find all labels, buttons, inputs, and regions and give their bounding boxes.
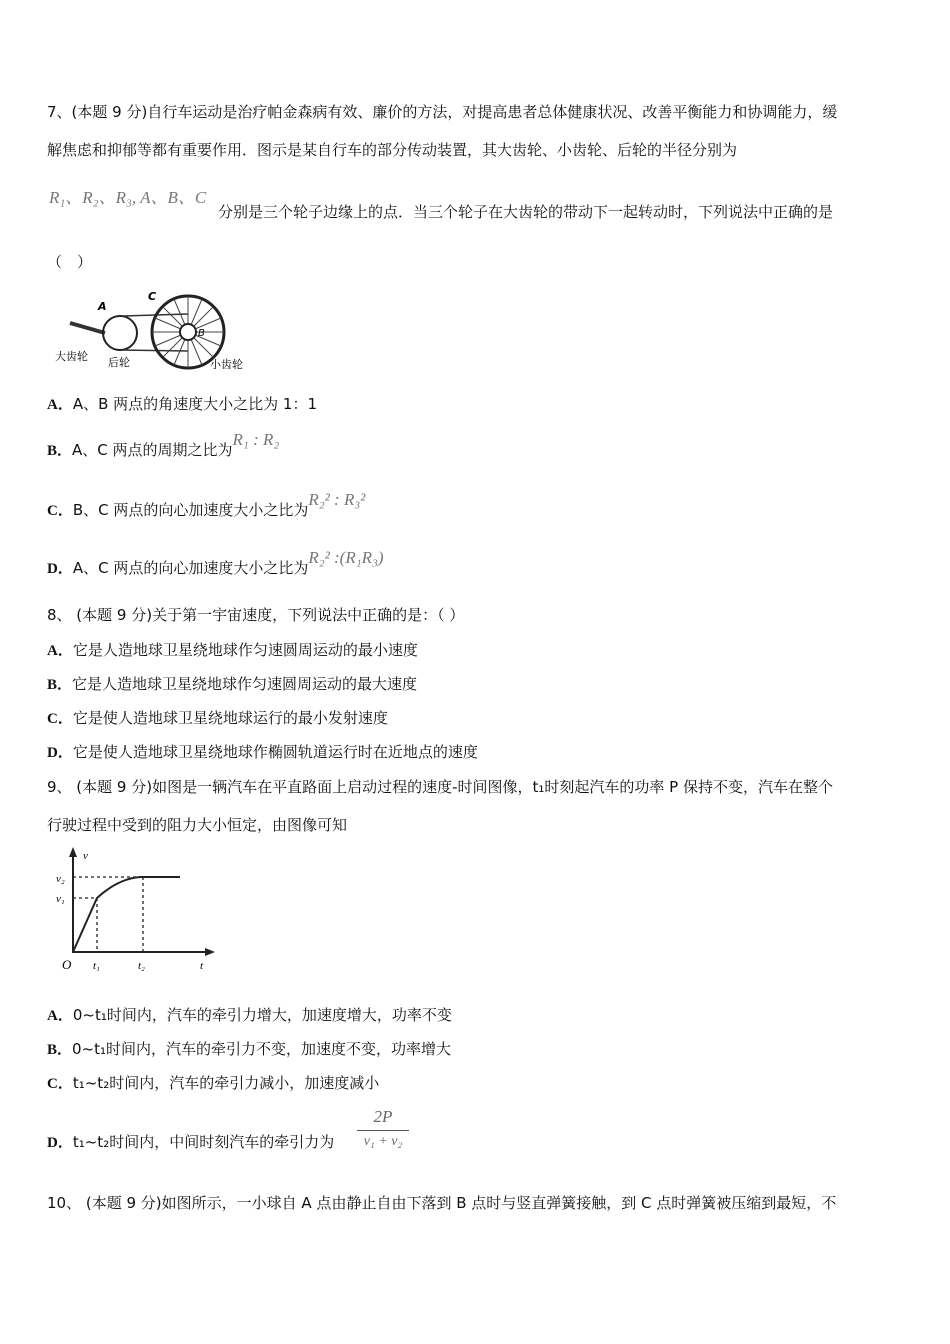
q9-option-a: A．0~t₁时间内，汽车的牵引力增大，加速度增大，功率不变 bbox=[47, 1006, 452, 1024]
tick-v1: v₁ bbox=[56, 893, 65, 905]
q9-stem-line1: 9、 (本题 9 分)如图是一辆汽车在平直路面上启动过程的速度-时间图像，t₁时刻起汽车的功率 P 保持不变，汽车在整个 bbox=[47, 778, 833, 796]
fraction-2p-over-v1-v2 bbox=[357, 1107, 409, 1150]
tick-v2: v₂ bbox=[56, 873, 65, 885]
label-big-gear: 大齿轮 bbox=[55, 350, 88, 363]
q8-option-c: C．它是使人造地球卫星绕地球运行的最小发射速度 bbox=[47, 709, 388, 727]
label-rear-wheel: 后轮 bbox=[108, 356, 130, 369]
q9-option-b: B．0~t₁时间内，汽车的牵引力不变，加速度不变，功率增大 bbox=[47, 1040, 452, 1058]
axis-label-t: t bbox=[200, 960, 204, 972]
label-a: A bbox=[98, 300, 107, 313]
q8-stem: 8、 (本题 9 分)关于第一宇宙速度，下列说法中正确的是：（ ） bbox=[47, 606, 465, 624]
tick-t1: t₁ bbox=[93, 960, 100, 972]
q7-option-d: D．A、C 两点的向心加速度大小之比为R₂² :(R₁R₃) bbox=[47, 548, 384, 577]
q7-option-a: A．A、B 两点的角速度大小之比为 1：1 bbox=[47, 395, 318, 413]
q7-stem-line1: 7、(本题 9 分)自行车运动是治疗帕金森病有效、廉价的方法，对提高患者总体健康状况、改善平衡能力和协调能力，缓 bbox=[47, 103, 838, 121]
q7-stem-line2: 解焦虑和抑郁等都有重要作用．图示是某自行车的部分传动装置，其大齿轮、小齿轮、后轮的半径分别为 bbox=[47, 141, 738, 159]
tick-t2: t₂ bbox=[138, 960, 145, 972]
fraction-denominator: v₁ + v₂ bbox=[363, 1134, 403, 1149]
label-c: C bbox=[148, 290, 157, 303]
q7-math-vars: R₁、R₂、R₃, A、B、C bbox=[49, 188, 207, 207]
q9-option-d: D．t₁~t₂时间内，中间时刻汽车的牵引力为 bbox=[47, 1133, 335, 1151]
fraction-numerator: 2P bbox=[357, 1107, 409, 1131]
q7-option-b: B．A、C 两点的周期之比为R₁ : R₂ bbox=[47, 430, 280, 459]
q8-option-a: A．它是人造地球卫星绕地球作匀速圆周运动的最小速度 bbox=[47, 641, 418, 659]
velocity-time-graph bbox=[50, 845, 220, 975]
label-small-gear: 小齿轮 bbox=[210, 358, 243, 371]
q9-option-c: C．t₁~t₂时间内，汽车的牵引力减小，加速度减小 bbox=[47, 1074, 380, 1092]
q8-option-b: B．它是人造地球卫星绕地球作匀速圆周运动的最大速度 bbox=[47, 675, 418, 693]
q8-option-d: D．它是使人造地球卫星绕地球作椭圆轨道运行时在近地点的速度 bbox=[47, 743, 478, 761]
axis-label-v: v bbox=[83, 850, 88, 862]
q10-stem-line1: 10、 (本题 9 分)如图所示，一小球自 A 点由静止自由下落到 B 点时与竖直弹簧接触，到 C 点时弹簧被压缩到最短，不 bbox=[47, 1194, 837, 1212]
q7-stem-line3: 分别是三个轮子边缘上的点．当三个轮子在大齿轮的带动下一起转动时，下列说法中正确的是 bbox=[218, 203, 834, 221]
q7-option-c: C．B、C 两点的向心加速度大小之比为R₂² : R₃² bbox=[47, 490, 366, 519]
label-b: B bbox=[198, 328, 205, 339]
q9-stem-line2: 行驶过程中受到的阻力大小恒定，由图像可知 bbox=[47, 816, 348, 834]
q7-blank: （ ） bbox=[47, 253, 93, 271]
bicycle-gear-figure bbox=[50, 288, 270, 374]
origin-label: O bbox=[62, 957, 72, 972]
